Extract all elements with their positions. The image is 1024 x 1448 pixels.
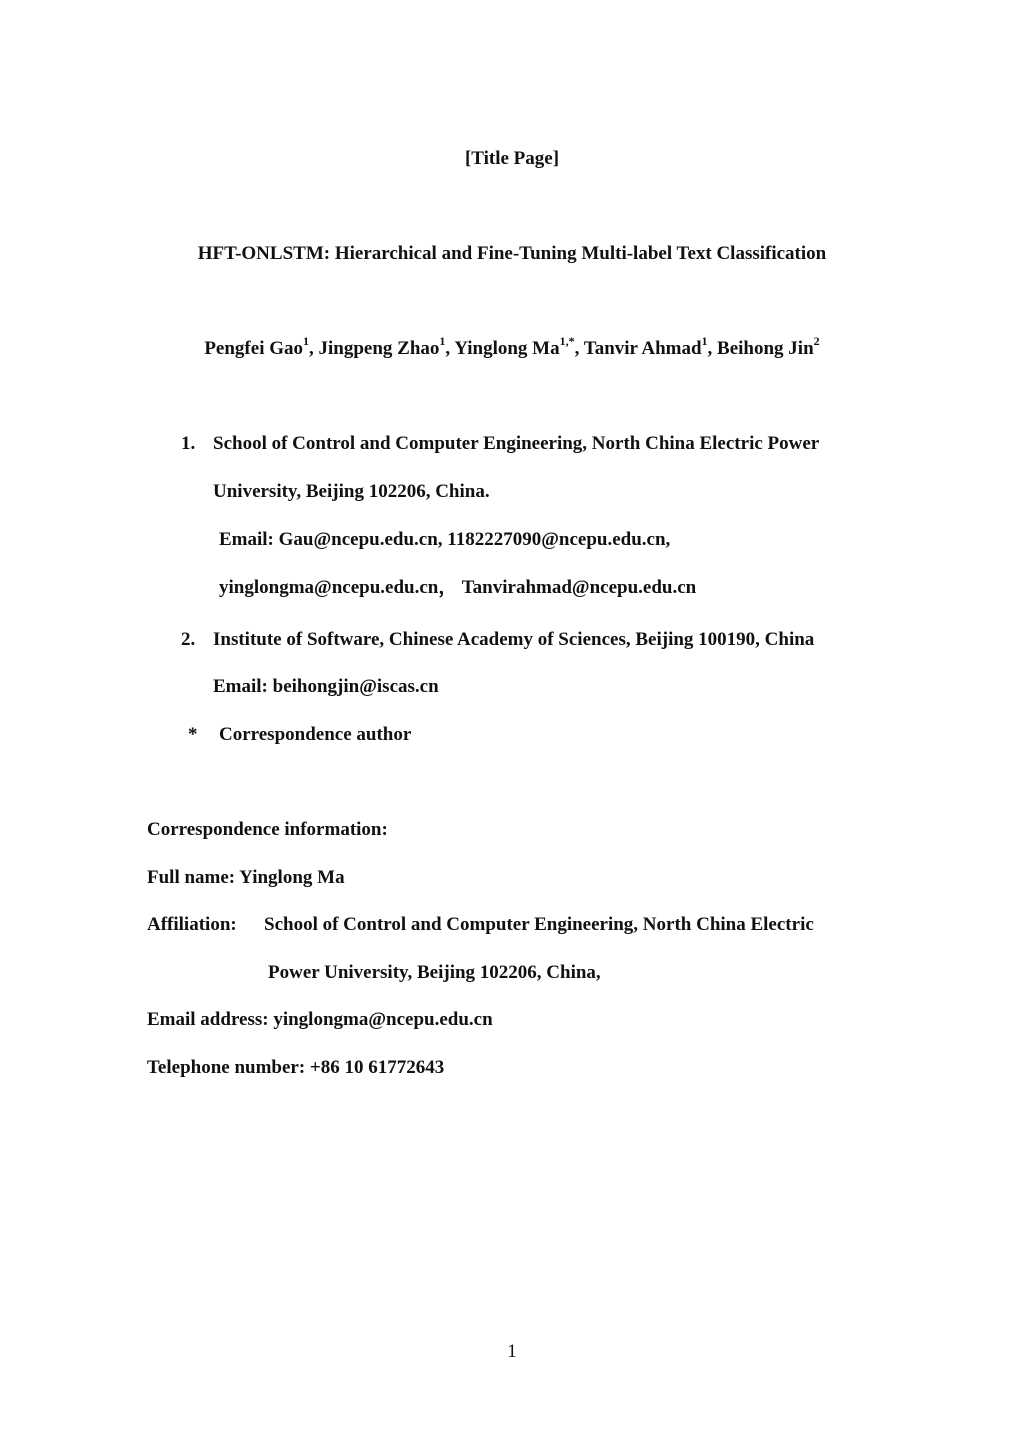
affiliation-1-line2: University, Beijing 102206, China. — [213, 481, 490, 502]
affiliation-value: School of Control and Computer Engineering, North China Electric — [264, 914, 814, 935]
author-affiliation-mark: 1 — [439, 333, 446, 348]
author-name: Beihong Jin — [717, 338, 814, 359]
paper-title: HFT-ONLSTM: Hierarchical and Fine-Tuning Multi-label Text Classification — [197, 243, 827, 264]
correspondence-note — [181, 723, 411, 747]
affiliation-text: Institute of Software, Chinese Academy of Sciences, Beijing 100190, China — [213, 629, 815, 650]
correspondence-telephone: Telephone number: +86 10 61772643 — [147, 1057, 445, 1078]
author-affiliation-mark: 2 — [813, 333, 820, 348]
author-separator: , — [309, 338, 319, 359]
affiliation-text: School of Control and Computer Engineering, North China Electric Power — [213, 433, 820, 454]
author-list — [0, 333, 1024, 361]
author-separator: , — [445, 338, 455, 359]
affiliation-number: 1. — [181, 433, 196, 454]
author-affiliation-mark: 1,* — [559, 333, 575, 348]
correspondence-affiliation-line2: Power University, Beijing 102206, China, — [268, 962, 601, 983]
correspondence-email: Email address: yinglongma@ncepu.edu.cn — [147, 1009, 493, 1030]
author-affiliation-mark: 1 — [303, 333, 310, 348]
correspondence-heading: Correspondence information: — [147, 819, 388, 840]
affiliation-number: 2. — [181, 629, 196, 650]
author-name: Jingpeng Zhao — [318, 338, 440, 359]
author-separator: , — [574, 338, 584, 359]
correspondence-note-text: Correspondence author — [219, 724, 412, 745]
correspondence-full-name: Full name: Yinglong Ma — [147, 867, 345, 888]
author-name: Yinglong Ma — [454, 338, 560, 359]
affiliation-1-line1 — [181, 432, 819, 456]
affiliation-2-line1 — [181, 628, 814, 652]
affiliation-2-email: Email: beihongjin@iscas.cn — [213, 676, 439, 697]
page-number: 1 — [507, 1341, 517, 1362]
affiliation-label: Affiliation: — [147, 914, 237, 935]
correspondence-affiliation — [147, 913, 814, 937]
author-name: Tanvir Ahmad — [583, 338, 702, 359]
author-name: Pengfei Gao — [204, 338, 304, 359]
author-separator: , — [707, 338, 718, 359]
correspondence-marker: * — [188, 724, 198, 745]
affiliation-1-email-line1: Email: Gau@ncepu.edu.cn, 1182227090@ncepu.edu.cn, — [219, 529, 671, 550]
page-label: [Title Page] — [464, 148, 560, 169]
author-affiliation-mark: 1 — [701, 333, 708, 348]
affiliation-1-email-line2: yinglongma@ncepu.edu.cn， Tanvirahmad@ncepu.edu.cn — [219, 577, 697, 598]
